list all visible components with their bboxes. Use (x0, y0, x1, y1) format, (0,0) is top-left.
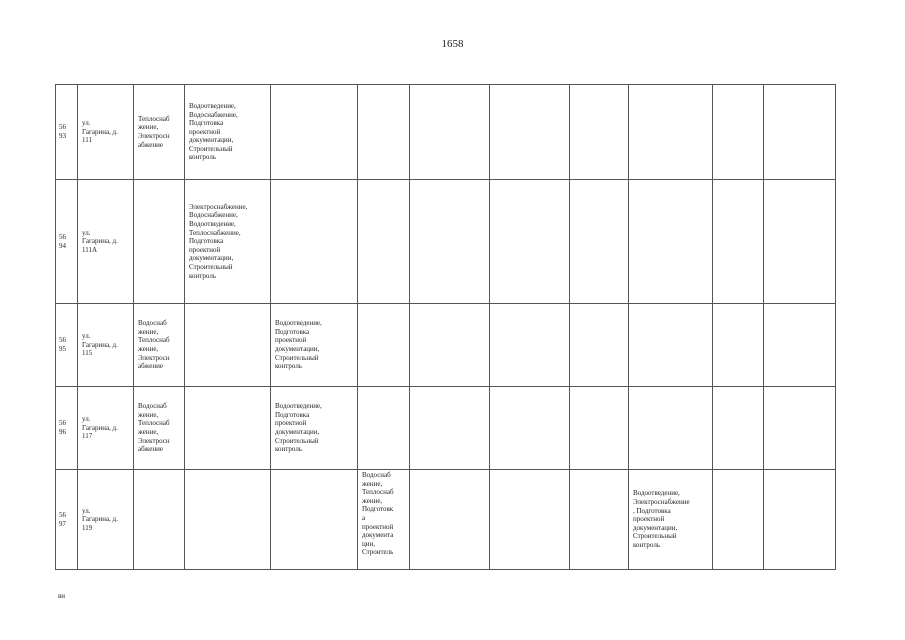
work-type-cell-6 (358, 85, 410, 180)
work-type-cell-4 (185, 387, 271, 470)
empty-cell-9 (570, 387, 629, 470)
work-type-cell-5 (271, 85, 358, 180)
work-type-cell-10 (629, 180, 713, 304)
empty-cell-11 (713, 180, 764, 304)
work-type-cell-6 (358, 304, 410, 387)
works-table (55, 84, 836, 570)
empty-cell-8 (490, 470, 570, 570)
empty-cell-8 (490, 304, 570, 387)
empty-cell-7 (410, 387, 490, 470)
empty-cell-9 (570, 180, 629, 304)
table-row (56, 470, 836, 570)
work-type-cell-4: Электроснабжение, Водоснабжение, Водоотведение, Теплоснабжение, Подготовка проектной документации, Строительный контроль (185, 180, 271, 304)
address-cell: ул. Гагарина, д. 111А (78, 180, 134, 304)
page-number: 1658 (441, 38, 464, 50)
empty-cell-12 (764, 85, 836, 180)
work-type-cell-6 (358, 180, 410, 304)
empty-cell-12 (764, 470, 836, 570)
empty-cell-8 (490, 85, 570, 180)
empty-cell-12 (764, 387, 836, 470)
row-number-cell: 56 94 (56, 180, 78, 304)
address-cell: ул. Гагарина, д. 111 (78, 85, 134, 180)
table-row (56, 180, 836, 304)
row-number-cell: 56 95 (56, 304, 78, 387)
table-row (56, 85, 836, 180)
work-type-cell-6 (358, 387, 410, 470)
empty-cell-7 (410, 85, 490, 180)
empty-cell-11 (713, 387, 764, 470)
work-type-cell-3 (134, 470, 185, 570)
work-type-cell-10 (629, 304, 713, 387)
row-number-cell: 56 93 (56, 85, 78, 180)
work-type-cell-10: Водоотведение, Электроснабжение , Подготовка проектной документации, Строительный контроль (629, 470, 713, 570)
work-type-cell-5 (271, 470, 358, 570)
empty-cell-9 (570, 304, 629, 387)
address-cell: ул. Гагарина, д. 117 (78, 387, 134, 470)
row-number-cell: 56 97 (56, 470, 78, 570)
work-type-cell-10 (629, 85, 713, 180)
work-type-cell-4 (185, 304, 271, 387)
table-row (56, 387, 836, 470)
work-type-cell-3: Водоснаб жение, Теплоснаб жение, Электросн абжение (134, 387, 185, 470)
work-type-cell-6: Водоснаб жение, Теплоснаб жение, Подготовк а проектной документа ции, Строитель (358, 470, 410, 570)
address-cell: ул. Гагарина, д. 119 (78, 470, 134, 570)
work-type-cell-5: Водоотведение, Подготовка проектной документации, Строительный контроль (271, 387, 358, 470)
empty-cell-7 (410, 470, 490, 570)
table-row (56, 304, 836, 387)
work-type-cell-5 (271, 180, 358, 304)
row-number-cell: 56 96 (56, 387, 78, 470)
empty-cell-8 (490, 387, 570, 470)
empty-cell-12 (764, 180, 836, 304)
empty-cell-9 (570, 470, 629, 570)
empty-cell-7 (410, 304, 490, 387)
work-type-cell-3: Теплоснаб жение, Электросн абжение (134, 85, 185, 180)
work-type-cell-3: Водоснаб жение, Теплоснаб жение, Электросн абжение (134, 304, 185, 387)
address-cell: ул. Гагарина, д. 115 (78, 304, 134, 387)
empty-cell-12 (764, 304, 836, 387)
work-type-cell-3 (134, 180, 185, 304)
work-type-cell-10 (629, 387, 713, 470)
work-type-cell-4 (185, 470, 271, 570)
empty-cell-7 (410, 180, 490, 304)
empty-cell-8 (490, 180, 570, 304)
empty-cell-11 (713, 85, 764, 180)
work-type-cell-4: Водоотведение, Водоснабжение, Подготовка проектной документации, Строительный контроль (185, 85, 271, 180)
empty-cell-9 (570, 85, 629, 180)
empty-cell-11 (713, 304, 764, 387)
empty-cell-11 (713, 470, 764, 570)
footer-mark: ви (58, 592, 66, 600)
work-type-cell-5: Водоотведение, Подготовка проектной документации, Строительный контроль (271, 304, 358, 387)
